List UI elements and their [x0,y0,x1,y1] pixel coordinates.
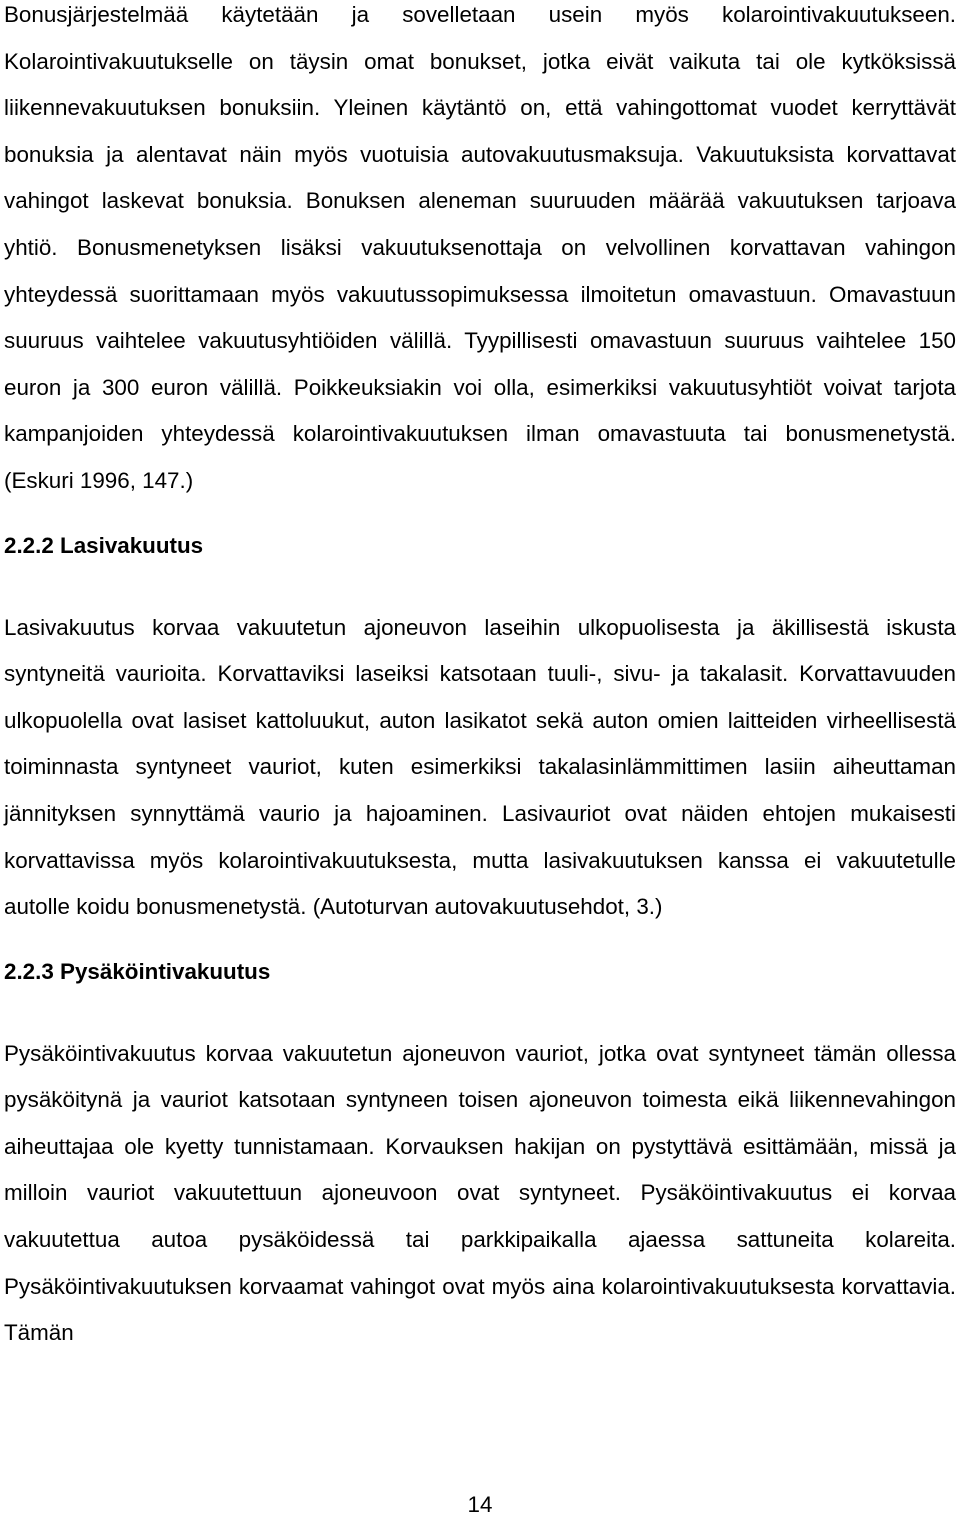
section-heading-lasivakuutus: 2.2.2 Lasivakuutus [4,532,204,558]
paragraph-bonus-system: Bonusjärjestelmää käytetään ja sovelletaan usein myös kolarointivakuutukseen. Kolarointivakuutukselle on täysin omat bonukset, jotka eivät vaikuta tai ole kytköksissä liikennevakuutuksen bonuksiin. Yleinen käytäntö on, että vahingottomat vuodet kerryttävät bonuksia ja alentavat näin myös vuotuisia autovakuutusmaksuja. Vakuutuksista korvattavat vahingot laskevat bonuksia. Bonuksen aleneman suuruuden määrää vakuutuksen tarjoava yhtiö. Bonusmenetyksen lisäksi vakuutuksenottaja on velvollinen korvattavan vahingon yhteydessä suorittamaan myös vakuutussopimuksessa ilmoitetun omavastuun. Omavastuun suuruus vaihtelee vakuutusyhtiöiden välillä. Tyypillisesti omavastuun suuruus vaihtelee 150 euron ja 300 euron välillä. Poikkeuksiakin voi olla, esimerkiksi vakuutusyhtiöt voivat tarjota kampanjoiden yhteydessä kolarointivakuutuksen ilman omavastuuta tai bonusmenetystä. (Eskuri 1996, 147.) [4,2,956,493]
document-page [4,0,956,1357]
paragraph-lasivakuutus: Lasivakuutus korvaa vakuutetun ajoneuvon laseihin ulkopuolisesta ja äkillisestä iskusta syntyneitä vaurioita. Korvattaviksi laseiksi katsotaan tuuli-, sivu- ja takalasit. Korvattavuuden ulkopuolella ovat lasiset kattoluukut, auton lasikatot sekä auton omien laitteiden virheellisestä toiminnasta syntyneet vauriot, kuten esimerkiksi takalasinlämmittimen lasiin aiheuttaman jännityksen synnyttämä vaurio ja hajoaminen. Lasivauriot ovat näiden ehtojen mukaisesti korvattavissa myös kolarointivakuutuksesta, mutta lasivakuutuksen kanssa ei vakuutetulle autolle koidu bonusmenetystä. (Autoturvan autovakuutusehdot, 3.) [4,614,956,920]
page-number: 14 [467,1492,493,1517]
section-heading-pysakointivakuutus: 2.2.3 Pysäköintivakuutus [4,958,271,984]
paragraph-pysakointivakuutus: Pysäköintivakuutus korvaa vakuutetun ajoneuvon vauriot, jotka ovat syntyneet tämän ollessa pysäköitynä ja vauriot katsotaan syntyneen toisen ajoneuvon toimesta eikä liikennevahingon aiheuttajaa ole kyetty tunnistamaan. Korvauksen hakijan on pystyttävä esittämään, missä ja milloin vauriot vakuutettuun ajoneuvoon ovat syntyneet. Pysäköintivakuutus ei korvaa vakuutettua autoa pysäköidessä tai parkkipaikalla ajaessa sattuneita kolareita. Pysäköintivakuutuksen korvaamat vahingot ovat myös aina kolarointivakuutuksesta korvattavia. Tämän [4,1040,956,1346]
